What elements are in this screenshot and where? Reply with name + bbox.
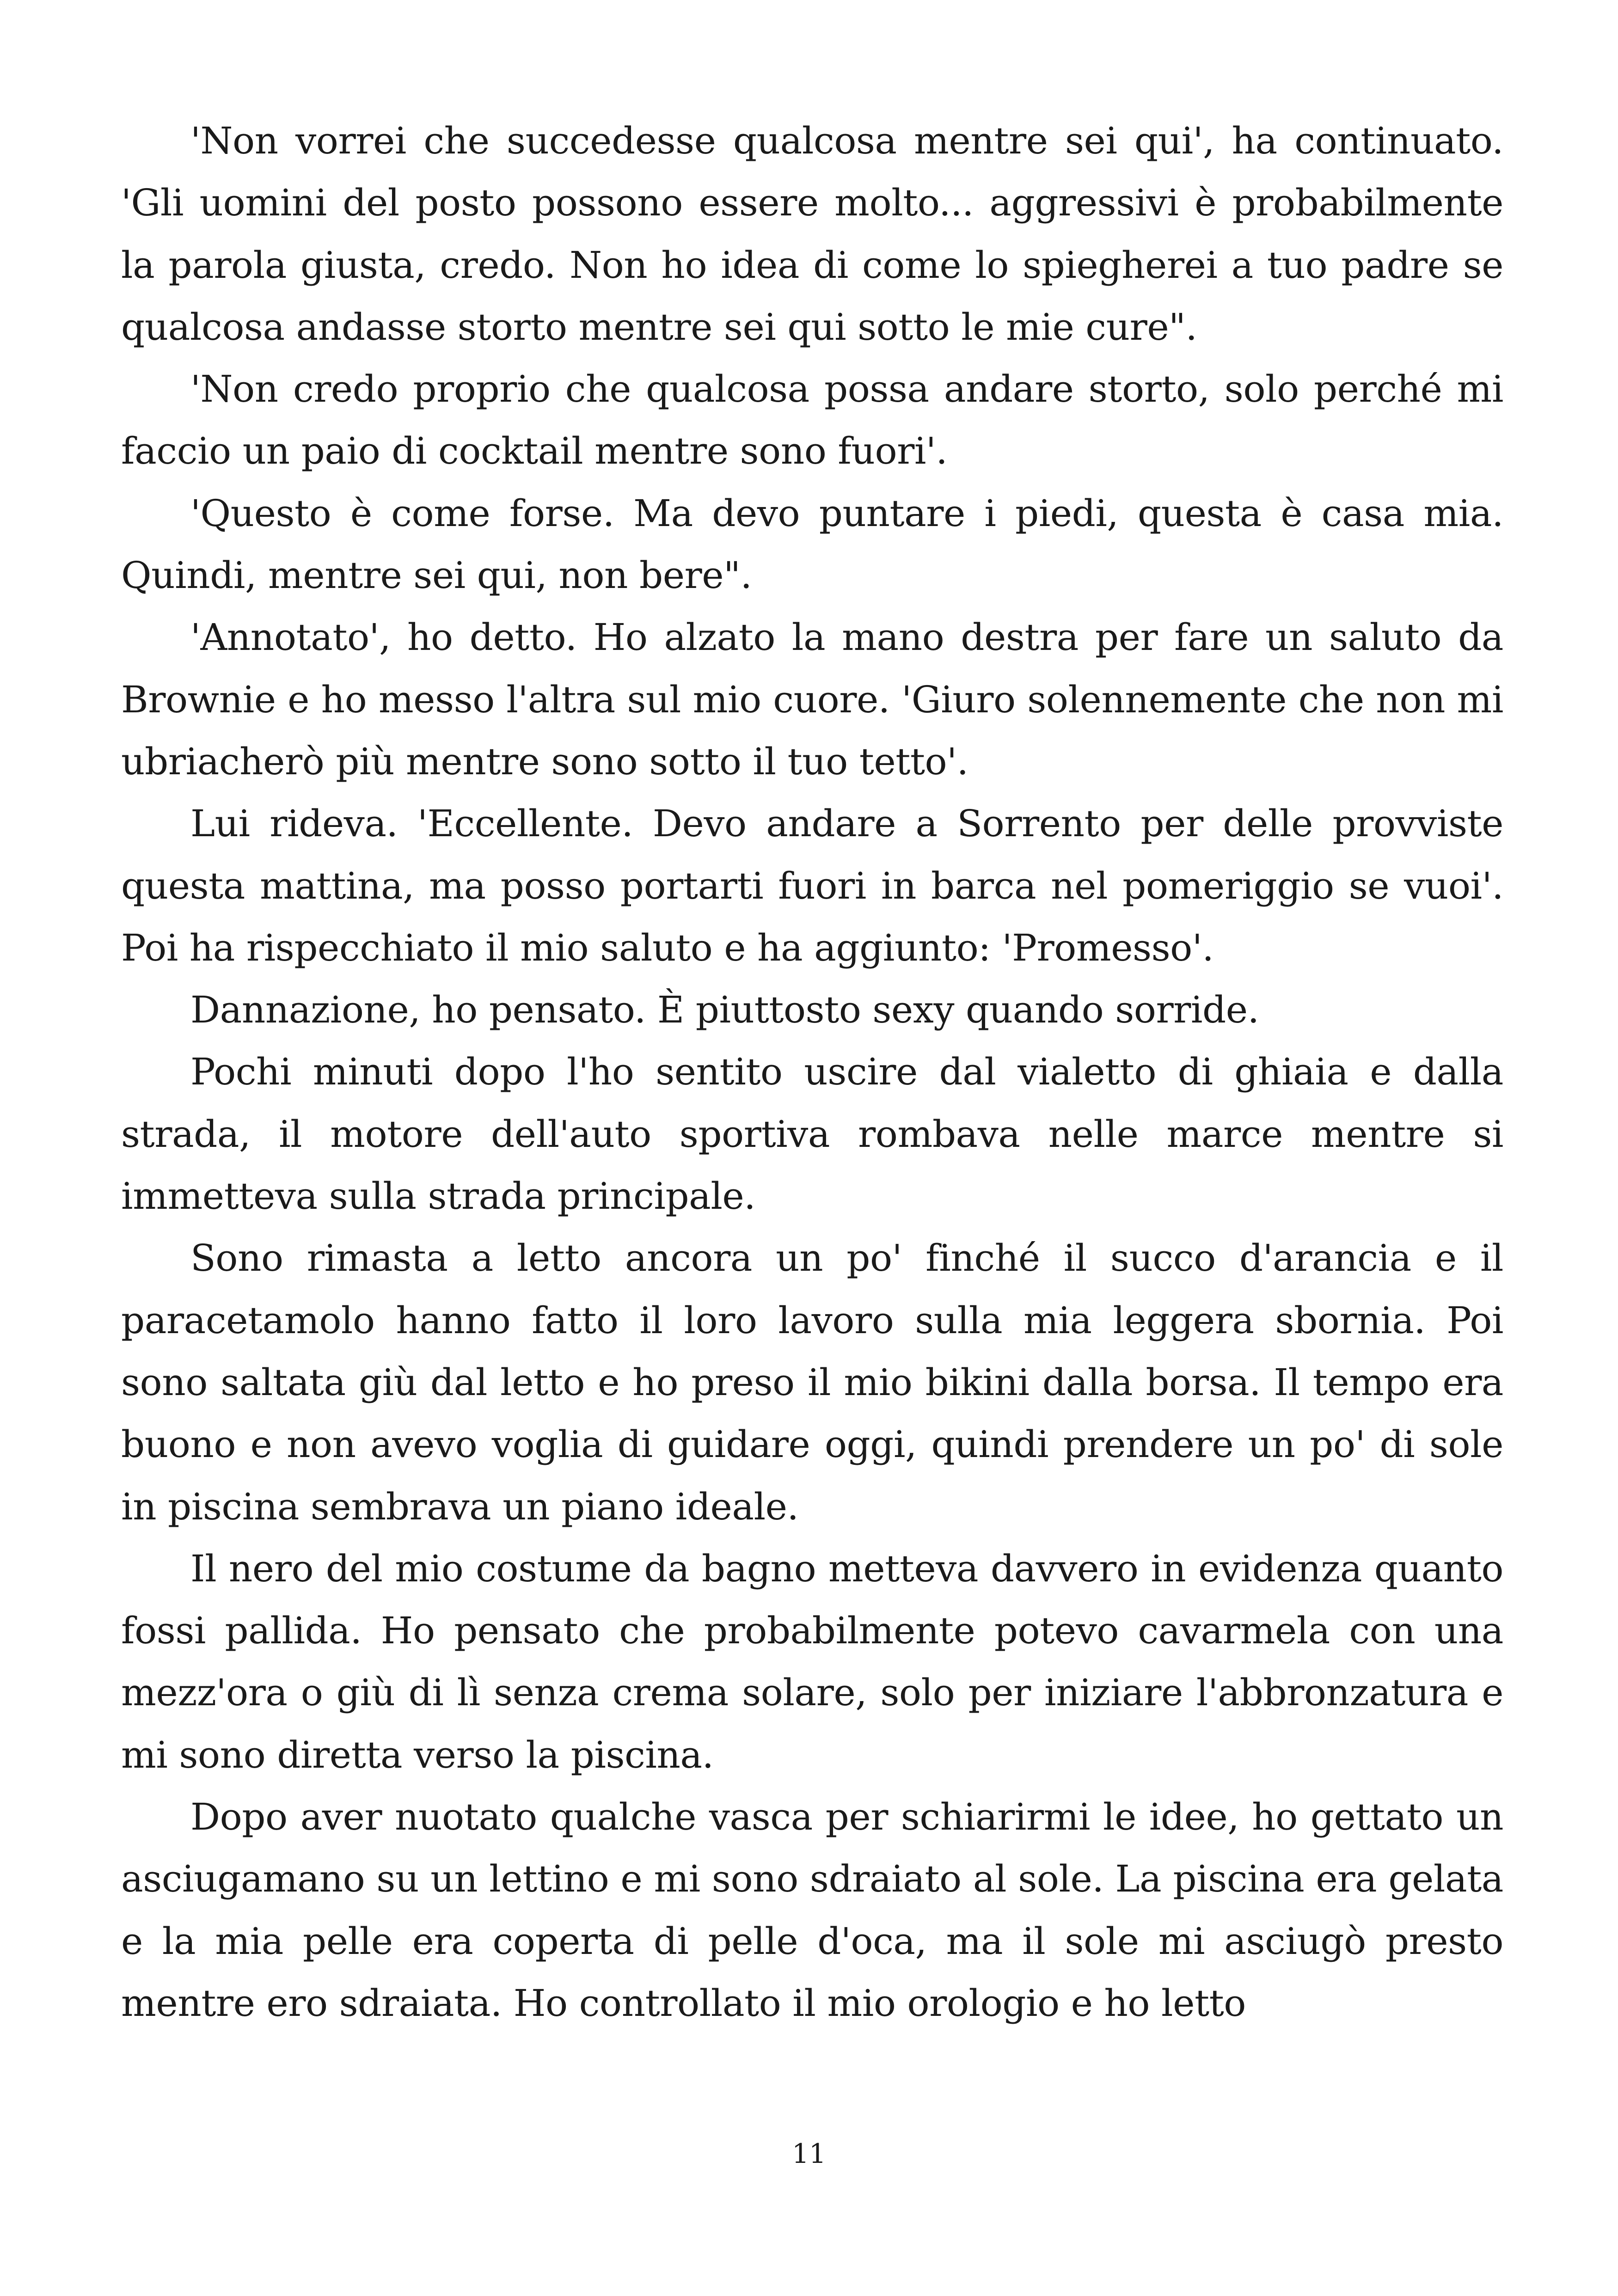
page-number: 11 [792,2138,826,2169]
paragraph-6: Dannazione, ho pensato. È piuttosto sexy quando sorride. [190,988,1259,1032]
paragraph-10: Dopo aver nuotato qualche vasca per schiarirmi le idee, ho gettato un asciugamano su un lettino e mi sono sdraiato al sole. La piscina era gelata e la mia pelle era coperta di pelle d'oca, ma il sole mi asciugò presto mentre ero sdraiata. Ho controllato il mio orologio e ho letto [121,1795,1503,2025]
paragraph-5: Lui rideva. 'Eccellente. Devo andare a Sorrento per delle provviste questa mattina, ma posso portarti fuori in barca nel pomeriggio se vuoi'. Poi ha rispecchiato il mio saluto e ha aggiunto: 'Promesso'. [121,802,1503,969]
paragraph-9: Il nero del mio costume da bagno metteva davvero in evidenza quanto fossi pallida. Ho pensato che probabilmente potevo cavarmela con una mezz'ora o giù di lì senza crema solare, solo per iniziare l'abbronzatura e mi sono diretta verso la piscina. [121,1547,1503,1776]
paragraph-2: 'Non credo proprio che qualcosa possa andare storto, solo perché mi faccio un paio di cocktail mentre sono fuori'. [121,367,1503,473]
body-text [121,110,1503,2034]
paragraph-4: 'Annotato', ho detto. Ho alzato la mano destra per fare un saluto da Brownie e ho messo l'altra sul mio cuore. 'Giuro solennemente che non mi ubriacherò più mentre sono sotto il tuo tetto'. [121,616,1503,783]
paragraph-8: Sono rimasta a letto ancora un po' finché il succo d'arancia e il paracetamolo hanno fatto il loro lavoro sulla mia leggera sbornia. Poi sono saltata giù dal letto e ho preso il mio bikini dalla borsa. Il tempo era buono e non avevo voglia di guidare oggi, quindi prendere un po' di sole in piscina sembrava un piano ideale. [121,1237,1503,1528]
paragraph-1: 'Non vorrei che succedesse qualcosa mentre sei qui', ha continuato. 'Gli uomini del posto possono essere molto... aggressivi è probabilmente la parola giusta, credo. Non ho idea di come lo spiegherei a tuo padre se qualcosa andasse storto mentre sei qui sotto le mie cure". [121,119,1503,349]
paragraph-3: 'Questo è come forse. Ma devo puntare i piedi, questa è casa mia. Quindi, mentre sei qui, non bere". [121,491,1503,597]
paragraph-7: Pochi minuti dopo l'ho sentito uscire dal vialetto di ghiaia e dalla strada, il motore dell'auto sportiva rombava nelle marce mentre si immetteva sulla strada principale. [121,1050,1503,1218]
